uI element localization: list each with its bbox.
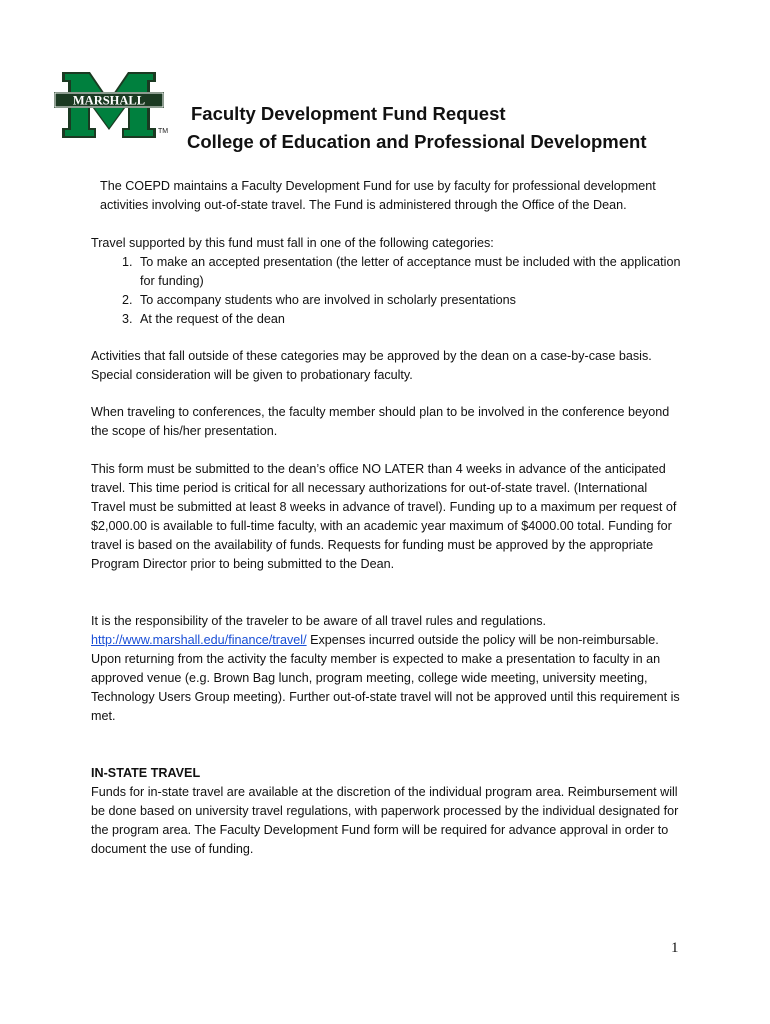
category-item: 2. To accompany students who are involved in scholarly presentations	[136, 291, 681, 310]
policy-note: Expenses incurred outside the policy will be non-reimbursable.	[306, 633, 659, 647]
presentation-requirement: Upon returning from the activity the faculty member is expected to make a presentation to faculty in an approved venue (e.g. Brown Bag lunch, program meeting, college wide meeting, university meeting, Technology Users Group meeting). Further out-of-state travel will not be approved until this requirement is met.	[91, 652, 680, 723]
categories-lead: Travel supported by this fund must fall in one of the following categories:	[91, 236, 494, 250]
categories-list	[91, 253, 681, 329]
policy-line	[91, 631, 681, 650]
travel-policy-link[interactable]: http://www.marshall.edu/finance/travel/	[91, 633, 307, 647]
instate-heading: IN-STATE TRAVEL	[91, 766, 201, 780]
responsibility-line: It is the responsibility of the traveler to be aware of all travel rules and regulations.	[91, 614, 547, 628]
conferences-paragraph: When traveling to conferences, the faculty member should plan to be involved in the conference beyond the scope of his/her presentation.	[91, 405, 670, 438]
trademark-mark: TM	[158, 128, 169, 135]
page-number: 1	[671, 940, 679, 956]
intro-paragraph: The COEPD maintains a Faculty Development Fund for use by faculty for professional development activities involving out-of-state travel. The Fund is administered through the Office of the Dean.	[100, 179, 656, 212]
category-item: 3. At the request of the dean	[136, 310, 681, 329]
page-title: Faculty Development Fund Request	[191, 103, 506, 124]
instate-section	[91, 764, 681, 859]
marshall-logo	[54, 70, 164, 140]
logo-text: MARSHALL	[72, 93, 146, 108]
categories-section	[91, 234, 681, 329]
category-item: 1. To make an accepted presentation (the letter of acceptance must be included with the application for funding)	[136, 253, 681, 291]
responsibility-section	[91, 612, 681, 726]
page-subtitle: College of Education and Professional Development	[187, 131, 647, 152]
activities-paragraph: Activities that fall outside of these categories may be approved by the dean on a case-by-case basis. Special consideration will be given to probationary faculty.	[91, 349, 652, 382]
submission-paragraph: This form must be submitted to the dean’s office NO LATER than 4 weeks in advance of the anticipated travel. This time period is critical for all necessary authorizations for out-of-state travel. (International Travel must be submitted at least 8 weeks in advance of travel). Funding up to a maximum per request of $2,000.00 is available to full-time faculty, with an academic year maximum of $4000.00 total. Funding for travel is based on the availability of funds. Requests for funding must be approved by the appropriate Program Director prior to being submitted to the Dean.	[91, 462, 677, 571]
instate-body: Funds for in-state travel are available at the discretion of the individual program area. Reimbursement will be done based on university travel regulations, with paperwork processed by the individual designated for the program area. The Faculty Development Fund form will be required for advance approval in order to document the use of funding.	[91, 785, 679, 856]
